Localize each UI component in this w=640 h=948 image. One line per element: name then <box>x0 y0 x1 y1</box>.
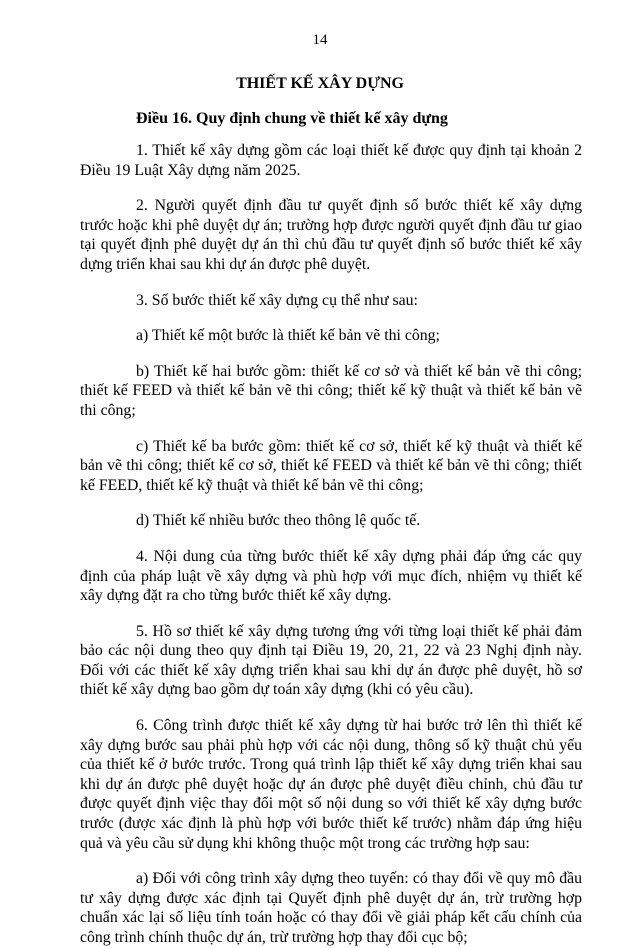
paragraph-6: 6. Công trình được thiết kế xây dựng từ hai bước trở lên thì thiết kế xây dựng bước sau phải phù hợp với các nội dung, thông số kỹ thuật chủ yếu của thiết kế ở bước trước. Trong quá trình lập thiết kế xây dựng triển khai sau khi dự án được phê duyệt hoặc dự án được phê duyệt điều chỉnh, chủ đầu tư được quyết định việc thay đổi một số nội dung so với thiết kế xây dựng bước trước (được xác định là phù hợp với bước thiết kế trước) nhằm đáp ứng hiệu quả và yêu cầu sử dụng khi không thuộc một trong các trường hợp sau: <box>80 717 582 852</box>
paragraph-1: 1. Thiết kế xây dựng gồm các loại thiết kế được quy định tại khoản 2 Điều 19 Luật Xây dựng năm 2025. <box>80 142 582 179</box>
paragraph-6a: a) Đối với công trình xây dựng theo tuyến: có thay đổi về quy mô đầu tư xây dựng được xác định tại Quyết định phê duyệt dự án, trừ trường hợp chuẩn xác lại số liệu tính toán hoặc có thay đổi về giải pháp kết cấu chính của công trình chính thuộc dự án, trừ trường hợp thay đổi cục bộ; <box>80 870 582 946</box>
document-body <box>80 141 582 948</box>
article-title: Điều 16. Quy định chung về thiết kế xây dựng <box>136 110 448 127</box>
page-number: 14 <box>312 32 328 48</box>
paragraph-3a: a) Thiết kế một bước là thiết kế bản vẽ thi công; <box>136 327 440 345</box>
paragraph-3: 3. Số bước thiết kế xây dựng cụ thể như sau: <box>136 291 418 309</box>
paragraph-3c: c) Thiết kế ba bước gồm: thiết kế cơ sở, thiết kế kỹ thuật và thiết kế bản vẽ thi công; thiết kế cơ sở, thiết kế FEED và thiết kế bản vẽ thi công; thiết kế FEED, thiết kế kỹ thuật và thiết kế bản vẽ thi công; <box>80 437 582 494</box>
paragraph-3b: b) Thiết kế hai bước gồm: thiết kế cơ sở và thiết kế bản vẽ thi công; thiết kế FEED và thiết kế bản vẽ thi công; thiết kế kỹ thuật và thiết kế bản vẽ thi công; <box>80 362 582 419</box>
paragraph-3d: d) Thiết kế nhiều bước theo thông lệ quốc tế. <box>136 512 421 530</box>
chapter-title: THIẾT KẾ XÂY DỰNG <box>236 75 404 92</box>
paragraph-4: 4. Nội dung của từng bước thiết kế xây dựng phải đáp ứng các quy định của pháp luật về xây dựng và phù hợp với mục đích, nhiệm vụ thiết kế xây dựng đặt ra cho từng bước thiết kế xây dựng. <box>80 547 582 605</box>
paragraph-5: 5. Hồ sơ thiết kế xây dựng tương ứng với từng loại thiết kế phải đảm bảo các nội dung theo quy định tại Điều 19, 20, 21, 22 và 23 Nghị định này. Đối với các thiết kế xây dựng triển khai sau khi dự án được phê duyệt, hồ sơ thiết kế xây dựng bao gồm dự toán xây dựng (khi có yêu cầu). <box>80 622 582 699</box>
paragraph-2: 2. Người quyết định đầu tư quyết định số bước thiết kế xây dựng trước hoặc khi phê duyệt dự án; trường hợp được người quyết định đầu tư giao tại quyết định phê duyệt dự án thì chủ đầu tư quyết định số bước thiết kế xây dựng triển khai sau khi dự án được phê duyệt. <box>80 197 582 273</box>
